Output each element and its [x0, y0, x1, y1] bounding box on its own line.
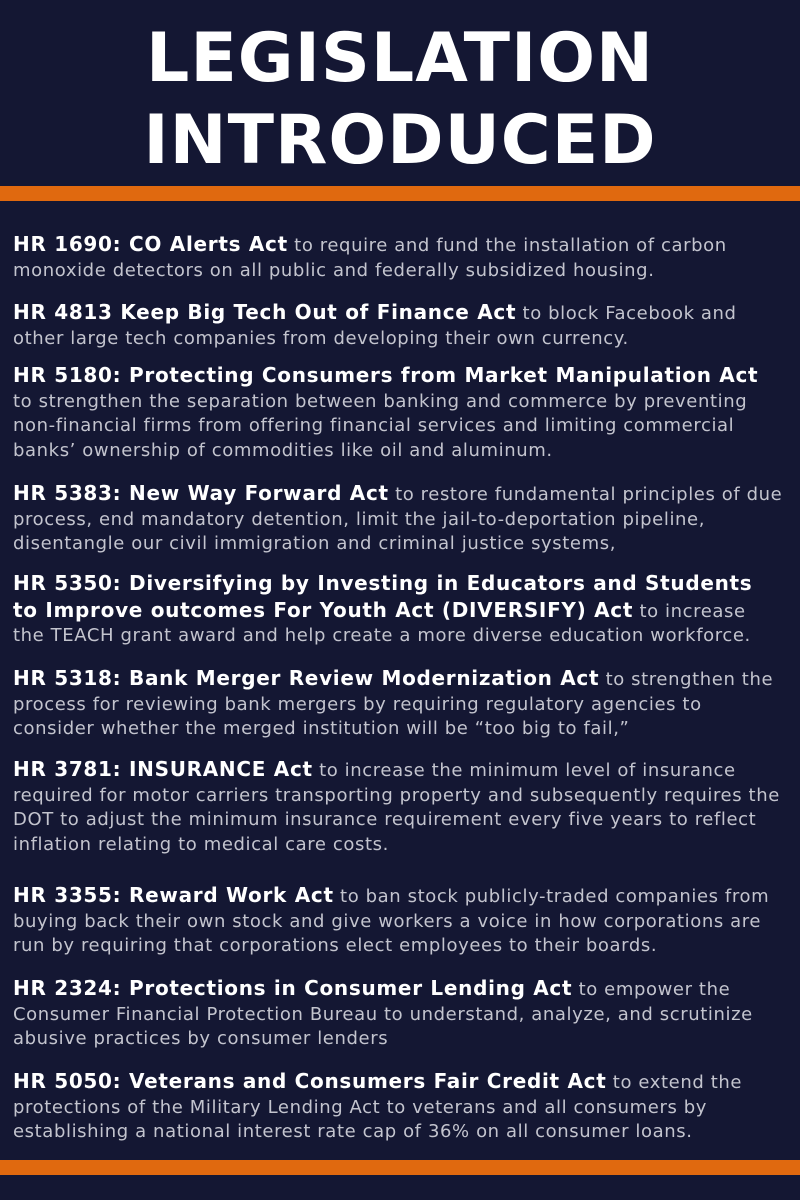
bill-item [13, 232, 783, 283]
bill-item [13, 481, 783, 557]
bill-name: HR 3781: INSURANCE Act [13, 757, 313, 781]
bill-description: to require and fund the installation of carbon monoxide detectors on all public and federally subsidized housing. [13, 235, 727, 281]
bill-name: HR 5350: Diversifying by Investing in Educators and Students to Improve outcomes For Youth Act (DIVERSIFY) Act [13, 571, 753, 622]
bill-name: HR 2324: Protections in Consumer Lending Act [13, 976, 573, 1000]
bill-description: to increase the minimum level of insurance required for motor carriers transporting property and subsequently requires the DOT to adjust the minimum insurance requirement every five years to reflect inflation relating to medical care costs. [13, 760, 780, 855]
title-line-1: LEGISLATION [146, 19, 654, 98]
bill-description: to strengthen the separation between banking and commerce by preventing non-financial firms from offering financial services and limiting commercial banks’ ownership of commodities like oil and aluminum. [13, 390, 748, 461]
title-line-2: INTRODUCED [143, 101, 657, 180]
bill-item [13, 363, 783, 463]
bill-name: HR 5180: Protecting Consumers from Market Manipulation Act [13, 363, 759, 387]
bill-item [13, 883, 783, 959]
bill-item [13, 571, 783, 649]
bill-name: HR 1690: CO Alerts Act [13, 232, 288, 256]
bill-description: to increase the TEACH grant award and help create a more diverse education workforce. [13, 600, 751, 646]
bill-description: to extend the protections of the Military Lending Act to veterans and all consumers by establishing a national interest rate cap of 36% on all consumer loans. [13, 1072, 743, 1142]
bill-name: HR 5318: Bank Merger Review Modernization Act [13, 666, 600, 690]
bill-description: to empower the Consumer Financial Protection Bureau to understand, analyze, and scrutinize abusive practices by consumer lenders [13, 979, 753, 1049]
top-accent-bar [0, 186, 800, 201]
bill-name: HR 5050: Veterans and Consumers Fair Credit Act [13, 1069, 607, 1093]
bill-item [13, 976, 783, 1052]
bottom-accent-bar [0, 1160, 800, 1175]
bill-description: to ban stock publicly-traded companies from buying back their own stock and give workers a voice in how corporations are run by requiring that corporations elect employees to their boards. [13, 886, 770, 956]
bill-description: to strengthen the process for reviewing bank mergers by requiring regulatory agencies to consider whether the merged institution will be “too big to fail,” [13, 669, 774, 739]
bill-name: HR 3355: Reward Work Act [13, 883, 334, 907]
bill-name: HR 4813 Keep Big Tech Out of Finance Act [13, 300, 517, 324]
bill-item [13, 757, 783, 857]
bill-item [13, 1069, 783, 1145]
bill-name: HR 5383: New Way Forward Act [13, 481, 389, 505]
bill-item [13, 300, 783, 351]
bill-description: to restore fundamental principles of due process, end mandatory detention, limit the jail-to-deportation pipeline, disentangle our civil immigration and criminal justice systems, [13, 484, 783, 554]
bill-description: to block Facebook and other large tech companies from developing their own currency. [13, 303, 737, 349]
bill-item [13, 666, 783, 742]
page-title [0, 18, 800, 182]
